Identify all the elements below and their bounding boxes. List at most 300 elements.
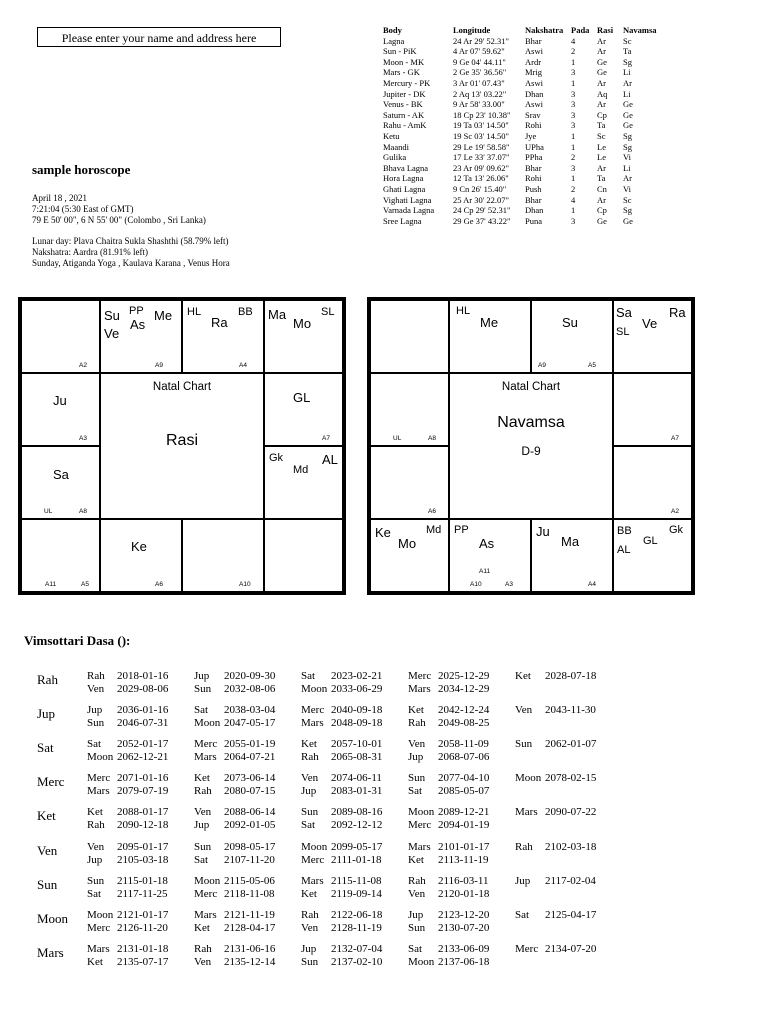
planet-label: Sa: [616, 305, 632, 320]
sub-period-lord: Jup: [301, 942, 317, 955]
sub-period-date: 2065-08-31: [331, 751, 383, 764]
sub-period-date: 2125-04-17: [545, 908, 597, 921]
navamsa-house-le: [613, 446, 692, 519]
table-row: [383, 216, 663, 227]
table-row: [383, 57, 663, 68]
rasi-chart-center: [100, 373, 264, 519]
cell-rasi: Ge: [597, 56, 607, 67]
cell-rasi: Ar: [597, 46, 606, 57]
sub-period-lord: Merc: [194, 738, 218, 751]
cell-navamsa: Ge: [623, 109, 633, 120]
cell-navamsa: Vi: [623, 152, 631, 163]
dasa-sub-period: [408, 772, 489, 785]
dasa-lord: Rah: [37, 672, 58, 687]
cell-nakshatra: Bhar: [525, 162, 542, 173]
sub-period-date: 2111-01-18: [331, 853, 382, 866]
cell-longitude: 29 Ge 37' 43.22": [453, 215, 511, 226]
dasa-sub-period: [301, 751, 382, 764]
sub-period-lord: Moon: [87, 751, 114, 764]
planet-label: PP: [454, 524, 469, 536]
cell-longitude: 9 Cn 26' 15.40": [453, 183, 507, 194]
dasa-sub-period: [301, 806, 382, 819]
sub-period-date: 2083-01-31: [331, 785, 383, 798]
planet-label: HL: [187, 306, 202, 318]
cell-body: Ketu: [383, 130, 400, 141]
cell-longitude: 17 Le 33' 37.07": [453, 152, 510, 163]
dasa-lord: Ket: [37, 808, 56, 824]
dasa-sub-period: [87, 772, 168, 785]
cell-pada: 1: [571, 173, 576, 184]
navamsa-house-ge: [613, 300, 692, 373]
sub-period-lord: Ven: [408, 887, 426, 900]
sub-period-date: 2132-07-04: [331, 942, 383, 955]
cell-body: Sun - PiK: [383, 46, 417, 57]
navamsa-house-sc: [449, 519, 531, 592]
cell-nakshatra: Dhan: [525, 205, 544, 216]
rasi-house-sg: [21, 519, 100, 592]
dasa-lord: Ven: [37, 842, 58, 858]
cell-rasi: Ar: [597, 162, 606, 173]
cell-rasi: Ta: [597, 120, 606, 131]
dasa-sub-period: [515, 670, 596, 683]
sub-period-lord: Ket: [87, 955, 103, 968]
sub-period-lord: Ket: [194, 772, 210, 785]
table-row: [383, 163, 663, 174]
table-header-row: [383, 25, 663, 36]
planet-label: Md: [426, 524, 442, 536]
cell-nakshatra: Mrig: [525, 67, 542, 78]
sub-period-date: 2049-08-25: [438, 717, 490, 730]
rasi-house-sc: [100, 519, 182, 592]
arudha-label: A2: [79, 362, 87, 369]
table-row: [383, 131, 663, 142]
rasi-house-cp: [21, 446, 100, 519]
sub-period-lord: Ket: [408, 704, 424, 717]
sub-period-date: 2131-06-16: [224, 942, 276, 955]
dasa-lord: Merc: [37, 774, 65, 790]
sub-period-date: 2018-01-16: [117, 670, 169, 682]
rasi-house-ge: [264, 300, 343, 373]
dasa-sub-period: [87, 717, 168, 730]
sub-period-lord: Jup: [194, 670, 210, 682]
dasa-sub-period: [194, 875, 275, 888]
cell-longitude: 12 Ta 13' 26.06": [453, 173, 509, 184]
dasa-sub-period: [87, 956, 168, 969]
cell-nakshatra: Rohi: [525, 173, 542, 184]
sub-period-date: 2023-02-21: [331, 670, 383, 682]
dasa-sub-period: [301, 943, 382, 956]
arudha-label: A5: [81, 581, 89, 588]
sub-period-date: 2117-02-04: [545, 874, 596, 887]
dasa-sub-period: [194, 943, 275, 956]
navamsa-chart: [367, 297, 695, 595]
sub-period-lord: Ket: [515, 670, 531, 682]
arudha-label: A9: [155, 362, 163, 369]
cell-rasi: Aq: [597, 88, 608, 99]
planet-label: Ve: [104, 326, 120, 341]
sub-period-lord: Merc: [87, 772, 111, 785]
rasi-house-aq: [21, 373, 100, 446]
arudha-label: A9: [538, 362, 546, 369]
sub-period-lord: Jup: [301, 785, 317, 798]
cell-pada: 1: [571, 205, 576, 216]
sub-period-date: 2046-07-31: [117, 717, 169, 730]
sub-period-lord: Sat: [408, 785, 423, 798]
sub-period-date: 2115-05-06: [224, 874, 275, 887]
cell-body: Moon - MK: [383, 56, 425, 67]
sub-period-lord: Sun: [515, 738, 533, 751]
arudha-label: A11: [45, 581, 57, 588]
sub-period-lord: Moon: [87, 908, 114, 921]
sub-period-lord: Mars: [301, 717, 324, 730]
sub-period-lord: Moon: [515, 772, 542, 785]
col-longitude: Longitude: [453, 25, 491, 35]
cell-body: Jupiter - DK: [383, 88, 426, 99]
sub-period-date: 2089-08-16: [331, 806, 383, 819]
cell-pada: 4: [571, 35, 576, 46]
sub-period-date: 2117-11-25: [117, 887, 168, 900]
table-row: [383, 78, 663, 89]
sub-period-lord: Sun: [301, 806, 319, 819]
dasa-sub-period: [194, 670, 275, 683]
planet-label: PP: [129, 305, 144, 317]
sub-period-date: 2034-12-29: [438, 683, 490, 695]
sub-period-lord: Sat: [408, 942, 423, 955]
sub-period-lord: Sat: [87, 738, 102, 751]
name-address-box[interactable]: Please enter your name and address here: [37, 27, 281, 47]
cell-rasi: Ar: [597, 194, 606, 205]
sub-period-lord: Merc: [515, 942, 539, 955]
dasa-sub-period: [515, 704, 596, 717]
sub-period-lord: Rah: [301, 908, 319, 921]
dasa-sub-period: [301, 683, 382, 696]
dasa-lord: Sat: [37, 740, 54, 756]
cell-rasi: Cn: [597, 183, 607, 194]
dasa-sub-period: [408, 854, 489, 867]
arudha-label: A4: [588, 581, 596, 588]
dasa-sub-period: [408, 922, 489, 935]
sub-period-lord: Mars: [87, 785, 110, 798]
arudha-label: A5: [588, 362, 596, 369]
cell-navamsa: Ge: [623, 120, 633, 131]
planet-label: Mo: [398, 536, 417, 551]
cell-rasi: Le: [597, 152, 606, 163]
dasa-sub-period: [87, 943, 168, 956]
cell-rasi: Ar: [597, 99, 606, 110]
sub-period-date: 2119-09-14: [331, 887, 382, 900]
dasa-sub-period: [408, 888, 489, 901]
sub-period-lord: Merc: [408, 819, 432, 832]
sub-period-date: 2057-10-01: [331, 738, 383, 751]
sub-period-date: 2102-03-18: [545, 840, 597, 853]
cell-body: Hora Lagna: [383, 173, 424, 184]
dasa-sub-period: [408, 875, 489, 888]
cell-body: Mars - GK: [383, 67, 420, 78]
sub-period-date: 2077-04-10: [438, 772, 490, 785]
dasa-sub-period: [515, 738, 596, 751]
cell-navamsa: Sc: [623, 194, 632, 205]
cell-pada: 1: [571, 130, 576, 141]
sub-period-date: 2079-07-19: [117, 785, 169, 798]
dasa-sub-period: [87, 875, 168, 888]
cell-pada: 3: [571, 67, 576, 78]
sub-period-date: 2126-11-20: [117, 921, 168, 934]
dasa-title: Vimsottari Dasa ():: [24, 633, 131, 648]
sub-period-lord: Mars: [194, 908, 217, 921]
sub-period-date: 2089-12-21: [438, 806, 490, 819]
planet-label: As: [130, 317, 146, 332]
col-nakshatra: Nakshatra: [525, 25, 564, 35]
cell-body: Sree Lagna: [383, 215, 422, 226]
nakshatra: Nakshatra: Aardra (81.91% left): [32, 247, 148, 257]
sub-period-lord: Ven: [194, 806, 212, 819]
sub-period-lord: Jup: [408, 908, 424, 921]
cell-nakshatra: Bhar: [525, 35, 542, 46]
sub-period-date: 2055-01-19: [224, 738, 276, 751]
dasa-sub-period: [87, 909, 168, 922]
cell-nakshatra: Dhan: [525, 88, 544, 99]
navamsa-house-ta: [531, 300, 613, 373]
dasa-sub-period: [301, 888, 382, 901]
sub-period-lord: Ven: [301, 921, 319, 934]
cell-longitude: 23 Ar 09' 09.62": [453, 162, 510, 173]
sub-period-lord: Rah: [194, 785, 212, 798]
cell-navamsa: Sg: [623, 141, 632, 152]
sub-period-lord: Ket: [87, 806, 103, 819]
planet-label: Md: [293, 464, 309, 476]
dasa-sub-period: [515, 875, 596, 888]
sub-period-date: 2090-12-18: [117, 819, 169, 832]
cell-longitude: 2 Aq 13' 03.22": [453, 88, 507, 99]
cell-nakshatra: Rohi: [525, 120, 542, 131]
arudha-label: A7: [671, 435, 679, 442]
sub-period-date: 2116-03-11: [438, 874, 489, 887]
birth-location: 79 E 50' 00", 6 N 55' 00" (Colombo , Sri Lanka): [32, 215, 206, 225]
cell-pada: 3: [571, 109, 576, 120]
sub-period-date: 2088-06-14: [224, 806, 276, 819]
arudha-label: UL: [44, 508, 53, 515]
sub-period-date: 2048-09-18: [331, 717, 383, 730]
sub-period-date: 2088-01-17: [117, 806, 169, 819]
sub-period-lord: Rah: [408, 874, 426, 887]
dasa-sub-period: [87, 683, 168, 696]
arudha-label: A7: [322, 435, 330, 442]
planet-label: Ra: [669, 305, 686, 320]
cell-body: Gulika: [383, 152, 407, 163]
table-row: [383, 152, 663, 163]
cell-pada: 2: [571, 152, 576, 163]
col-navamsa: Navamsa: [623, 25, 657, 35]
sub-period-date: 2128-11-19: [331, 921, 382, 934]
planet-label: Mo: [293, 316, 312, 331]
sub-period-date: 2078-02-15: [545, 772, 597, 785]
dasa-sub-period: [301, 717, 382, 730]
cell-nakshatra: Aswi: [525, 46, 543, 57]
rasi-house-ta: [182, 300, 264, 373]
planet-label: Su: [562, 315, 578, 330]
sub-period-date: 2092-01-05: [224, 819, 276, 832]
rasi-house-ar: [100, 300, 182, 373]
cell-pada: 3: [571, 88, 576, 99]
cell-navamsa: Sg: [623, 130, 632, 141]
sub-period-lord: Merc: [408, 670, 432, 682]
cell-nakshatra: UPha: [525, 141, 544, 152]
navamsa-house-ar: [449, 300, 531, 373]
cell-longitude: 3 Ar 01' 07.43": [453, 77, 505, 88]
dasa-sub-period: [194, 738, 275, 751]
planet-label: Ju: [53, 393, 67, 408]
sub-period-date: 2115-11-08: [331, 874, 382, 887]
cell-navamsa: Li: [623, 88, 631, 99]
arudha-label: A11: [479, 568, 491, 575]
sub-period-date: 2033-06-29: [331, 683, 383, 695]
table-row: [383, 110, 663, 121]
rasi-chart-title: Natal Chart: [152, 381, 212, 393]
sub-period-lord: Mars: [194, 751, 217, 764]
dasa-lord: Moon: [37, 910, 69, 926]
dasa-sub-period: [301, 772, 382, 785]
dasa-sub-period: [408, 841, 489, 854]
navamsa-chart-name: Navamsa: [497, 414, 565, 431]
cell-body: Maandi: [383, 141, 409, 152]
dasa-sub-period: [87, 785, 168, 798]
cell-body: Saturn - AK: [383, 109, 425, 120]
sub-period-lord: Ket: [301, 738, 317, 751]
planet-positions-table: [383, 25, 663, 226]
navamsa-chart-subtitle: D-9: [521, 444, 541, 458]
arudha-label: A3: [79, 435, 87, 442]
dasa-sub-period: [194, 717, 275, 730]
navamsa-house-cn: [613, 373, 692, 446]
cell-nakshatra: Aswi: [525, 99, 543, 110]
dasa-sub-period: [408, 670, 489, 683]
sub-period-date: 2133-06-09: [438, 942, 490, 955]
navamsa-house-vi: [613, 519, 692, 592]
sub-period-date: 2085-05-07: [438, 785, 490, 798]
sub-period-date: 2058-11-09: [438, 738, 489, 751]
sub-period-lord: Moon: [408, 955, 435, 968]
sub-period-lord: Merc: [194, 887, 218, 900]
planet-label: Ju: [536, 524, 550, 539]
sub-period-date: 2130-07-20: [438, 921, 490, 934]
cell-rasi: Ge: [597, 215, 607, 226]
planet-label: SL: [321, 306, 335, 318]
arudha-label: A2: [671, 508, 679, 515]
cell-body: Venus - BK: [383, 99, 423, 110]
sub-period-date: 2094-01-19: [438, 819, 490, 832]
dasa-sub-period: [194, 751, 275, 764]
sub-period-lord: Sat: [194, 704, 209, 717]
dasa-sub-period: [301, 670, 382, 683]
cell-longitude: 4 Ar 07' 59.62": [453, 46, 505, 57]
dasa-sub-period: [301, 922, 382, 935]
sub-period-date: 2062-01-07: [545, 738, 597, 751]
dasa-sub-period: [194, 785, 275, 798]
dasa-sub-period: [87, 888, 168, 901]
sub-period-lord: Sun: [301, 955, 319, 968]
cell-navamsa: Ta: [623, 46, 632, 57]
sub-period-date: 2025-12-29: [438, 670, 490, 682]
dasa-sub-period: [194, 806, 275, 819]
sub-period-date: 2092-12-12: [331, 819, 383, 832]
sub-period-date: 2098-05-17: [224, 840, 276, 853]
planet-label: Gk: [269, 452, 284, 464]
dasa-sub-period: [408, 956, 489, 969]
sub-period-date: 2123-12-20: [438, 908, 490, 921]
cell-navamsa: Sg: [623, 56, 632, 67]
sub-period-date: 2120-01-18: [438, 887, 490, 900]
planet-label: AL: [617, 544, 631, 556]
planet-label: Me: [154, 308, 173, 323]
cell-pada: 1: [571, 141, 576, 152]
planet-label: Sa: [53, 467, 69, 482]
planet-label: BB: [617, 525, 632, 537]
rasi-chart-name: Rasi: [165, 432, 198, 449]
lunar-day: Lunar day: Plava Chaitra Sukla Shashthi (58.79% left): [32, 236, 229, 246]
dasa-sub-period: [408, 704, 489, 717]
cell-nakshatra: Bhar: [525, 194, 542, 205]
sub-period-lord: Mars: [408, 840, 431, 853]
sub-period-date: 2137-02-10: [331, 955, 383, 968]
sub-period-date: 2134-07-20: [545, 942, 597, 955]
sub-period-date: 2105-03-18: [117, 853, 169, 866]
cell-rasi: Le: [597, 141, 606, 152]
dasa-sub-period: [515, 909, 596, 922]
sub-period-lord: Sun: [87, 874, 105, 887]
sub-period-lord: Sat: [194, 853, 209, 866]
cell-longitude: 19 Ta 03' 14.50": [453, 120, 509, 131]
sub-period-date: 2040-09-18: [331, 704, 383, 717]
sub-period-date: 2118-11-08: [224, 887, 275, 900]
col-pada: Pada: [571, 25, 590, 35]
navamsa-house-pi: [370, 300, 449, 373]
planet-label: Ra: [211, 315, 228, 330]
sub-period-date: 2068-07-06: [438, 751, 490, 764]
dasa-sub-period: [194, 854, 275, 867]
planet-label: BB: [238, 306, 253, 318]
dasa-sub-period: [194, 956, 275, 969]
dasa-sub-period: [301, 819, 382, 832]
dasa-lord: Jup: [37, 706, 56, 722]
sub-period-lord: Sun: [194, 683, 212, 695]
sub-period-lord: Jup: [515, 874, 531, 887]
cell-nakshatra: Ardr: [525, 56, 542, 67]
arudha-label: A10: [239, 581, 251, 588]
planet-label: Me: [480, 315, 499, 330]
sub-period-date: 2042-12-24: [438, 704, 490, 717]
birth-date: April 18 , 2021: [32, 193, 87, 203]
sub-period-lord: Moon: [194, 874, 221, 887]
sub-period-lord: Ven: [408, 738, 426, 751]
cell-rasi: Cp: [597, 205, 607, 216]
dasa-sub-period: [301, 956, 382, 969]
table-row: [383, 36, 663, 47]
dasa-sub-period: [301, 854, 382, 867]
dasa-sub-period: [87, 704, 168, 717]
sub-period-date: 2064-07-21: [224, 751, 276, 764]
sub-period-lord: Rah: [408, 717, 426, 730]
sub-period-date: 2071-01-16: [117, 772, 169, 785]
arudha-label: UL: [393, 435, 402, 442]
cell-navamsa: Sg: [623, 205, 632, 216]
sub-period-lord: Mars: [408, 683, 431, 695]
table-row: [383, 46, 663, 57]
cell-navamsa: Ge: [623, 99, 633, 110]
day-yoga-karana: Sunday, Atiganda Yoga , Kaulava Karana , Venus Hora: [32, 258, 230, 268]
dasa-sub-period: [408, 751, 489, 764]
cell-longitude: 2 Ge 35' 36.56": [453, 67, 507, 78]
birth-time: 7:21:04 (5:30 East of GMT): [32, 204, 134, 214]
